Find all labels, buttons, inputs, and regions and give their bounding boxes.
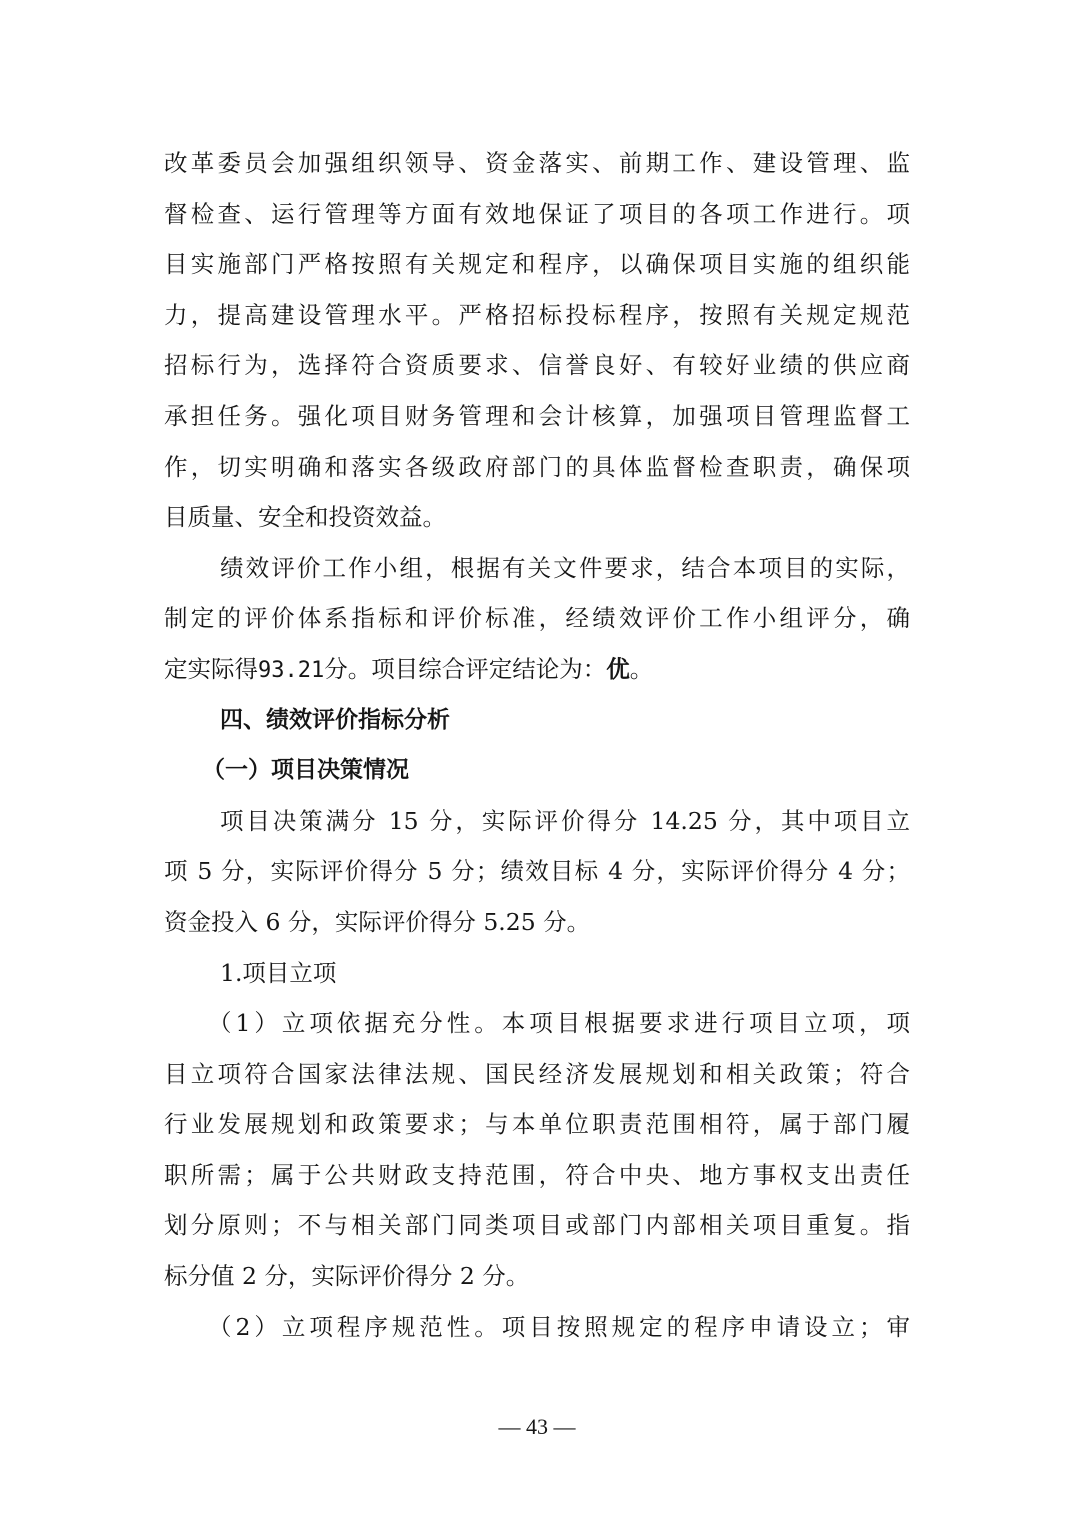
text-line: 绩效评价工作小组，根据有关文件要求，结合本项目的实际， <box>220 553 910 582</box>
conclusion-grade: 优 <box>606 654 630 683</box>
text-line: （2）立项程序规范性。项目按照规定的程序申请设立；审 <box>208 1312 910 1341</box>
text-line: 招标行为，选择符合资质要求、信誉良好、有较好业绩的供应商 <box>164 351 910 380</box>
text-line: 力，提高建设管理水平。严格招标投标程序，按照有关规定规范 <box>164 300 910 329</box>
text-line <box>164 644 910 695</box>
text-line: 目立项符合国家法律法规、国民经济发展规划和相关政策；符合 <box>164 1059 910 1088</box>
paragraph-basis-sufficiency <box>164 998 910 1302</box>
text-line: 作，切实明确和落实各级政府部门的具体监督检查职责，确保项 <box>164 452 910 481</box>
text-line: 目实施部门严格按照有关规定和程序，以确保项目实施的组织能 <box>164 250 910 279</box>
text-line: 标分值 2 分，实际评价得分 2 分。 <box>164 1262 530 1291</box>
text-line: （1）立项依据充分性。本项目根据要求进行项目立项，项 <box>208 1009 910 1038</box>
document-body <box>164 138 910 1352</box>
subsection-heading: （一）项目决策情况 <box>202 757 409 784</box>
text-line: 改革委员会加强组织领导、资金落实、前期工作、建设管理、监 <box>164 149 910 177</box>
page-number: — 43 — <box>498 1414 576 1439</box>
paragraph-evaluation-result <box>164 543 910 695</box>
text-line: 划分原则；不与相关部门同类项目或部门内部相关项目重复。指 <box>164 1211 910 1240</box>
text-line: 资金投入 6 分，实际评价得分 5.25 分。 <box>164 907 591 936</box>
section-heading: 四、绩效评价指标分析 <box>220 706 450 733</box>
text-line: 项 5 分，实际评价得分 5 分；绩效目标 4 分，实际评价得分 4 分； <box>164 857 910 886</box>
text-line: 职所需；属于公共财政支持范围，符合中央、地方事权支出责任 <box>164 1160 910 1189</box>
item-heading: 1.项目立项 <box>220 958 337 987</box>
total-score: 93.21 <box>258 657 325 683</box>
text-fragment: 分。项目综合评定结论为： <box>324 654 607 683</box>
paragraph-implementation <box>164 138 910 543</box>
paragraph-decision-summary <box>164 796 910 948</box>
text-line: 行业发展规划和政策要求；与本单位职责范围相符，属于部门履 <box>164 1110 910 1139</box>
text-line: 项目决策满分 15 分，实际评价得分 14.25 分，其中项目立 <box>220 806 910 835</box>
text-line: 督检查、运行管理等方面有效地保证了项目的各项工作进行。项 <box>164 199 910 228</box>
text-line: 承担任务。强化项目财务管理和会计核算，加强项目管理监督工 <box>164 401 910 430</box>
text-fragment: 定实际得 <box>164 654 258 683</box>
text-line: 制定的评价体系指标和评价标准，经绩效评价工作小组评分，确 <box>164 604 910 633</box>
text-line: 目质量、安全和投资效益。 <box>164 503 446 532</box>
text-fragment: 。 <box>629 654 654 683</box>
